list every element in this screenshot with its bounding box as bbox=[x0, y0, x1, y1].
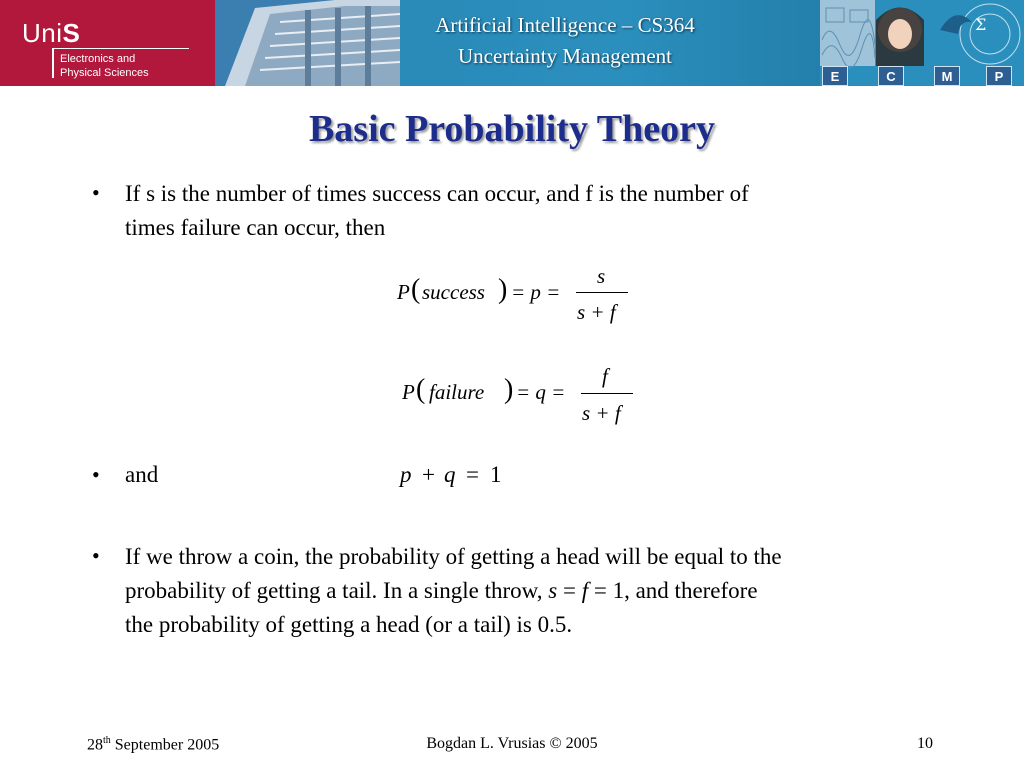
logo-divider-vertical bbox=[52, 48, 54, 78]
eq-success-numerator: s bbox=[597, 264, 606, 288]
course-title: Artificial Intelligence – CS364 Uncertainty Management bbox=[435, 13, 695, 68]
eq-success-arg: success bbox=[422, 280, 485, 304]
bullet-marker: • bbox=[92, 462, 100, 487]
department-name: Electronics and Physical Sciences bbox=[60, 53, 149, 79]
eq-success-p: P bbox=[397, 280, 410, 304]
eq-success-fraction-bar bbox=[576, 292, 628, 293]
ecmp-tile-e: E bbox=[822, 66, 848, 86]
eq-sum-one: 1 bbox=[490, 462, 502, 487]
svg-text:Σ: Σ bbox=[975, 15, 987, 34]
eq-failure-denominator: s + f bbox=[582, 401, 621, 425]
ecmp-tile-c: C bbox=[878, 66, 904, 86]
eq-failure-fraction-bar bbox=[581, 393, 633, 394]
bullet-3-text: If we throw a coin, the probability of getting a head will be equal to the probability of getting a tail. In a single throw, s = f = 1, and therefore the probability of getting a head (or a tail) is 0.5. bbox=[125, 544, 782, 637]
bullet-marker: • bbox=[92, 543, 100, 568]
ecmp-tile-m: M bbox=[934, 66, 960, 86]
building-image bbox=[215, 0, 400, 86]
eq-failure-p: P bbox=[402, 380, 415, 404]
logo-divider-horizontal bbox=[54, 48, 189, 49]
page-number: 10 bbox=[917, 735, 933, 752]
eq-success-paren-open: ( bbox=[411, 274, 421, 305]
header-banner bbox=[0, 0, 1024, 86]
eq-failure-paren-open: ( bbox=[416, 374, 426, 405]
bullet-2-label: and bbox=[125, 462, 159, 487]
ecmp-tile-p: P bbox=[986, 66, 1012, 86]
eq-success-paren-close: ) bbox=[498, 274, 508, 305]
unis-logo bbox=[0, 0, 215, 86]
eq-failure-equals: = q = bbox=[516, 380, 566, 404]
slide-title: Basic Probability Theory bbox=[308, 108, 716, 150]
bullet-1-text: If s is the number of times success can occur, and f is the number of times failure can occur, then bbox=[125, 181, 749, 240]
footer-author: Bogdan L. Vrusias © 2005 bbox=[426, 735, 598, 752]
eq-failure-numerator: f bbox=[602, 364, 608, 388]
eq-sum-p: p bbox=[400, 462, 412, 487]
bullet-marker: • bbox=[92, 180, 100, 205]
eq-sum-q: q bbox=[444, 462, 456, 487]
eq-failure-arg: failure bbox=[429, 380, 485, 404]
eq-success-denominator: s + f bbox=[577, 300, 616, 324]
eq-failure-paren-close: ) bbox=[504, 374, 514, 405]
footer-date: 28th September 2005 bbox=[87, 735, 220, 754]
eq-success-equals: = p = bbox=[511, 280, 561, 304]
eq-sum-plus: + bbox=[422, 462, 435, 487]
eq-sum-equals: = bbox=[466, 462, 479, 487]
logo-text: UniS bbox=[22, 18, 81, 48]
